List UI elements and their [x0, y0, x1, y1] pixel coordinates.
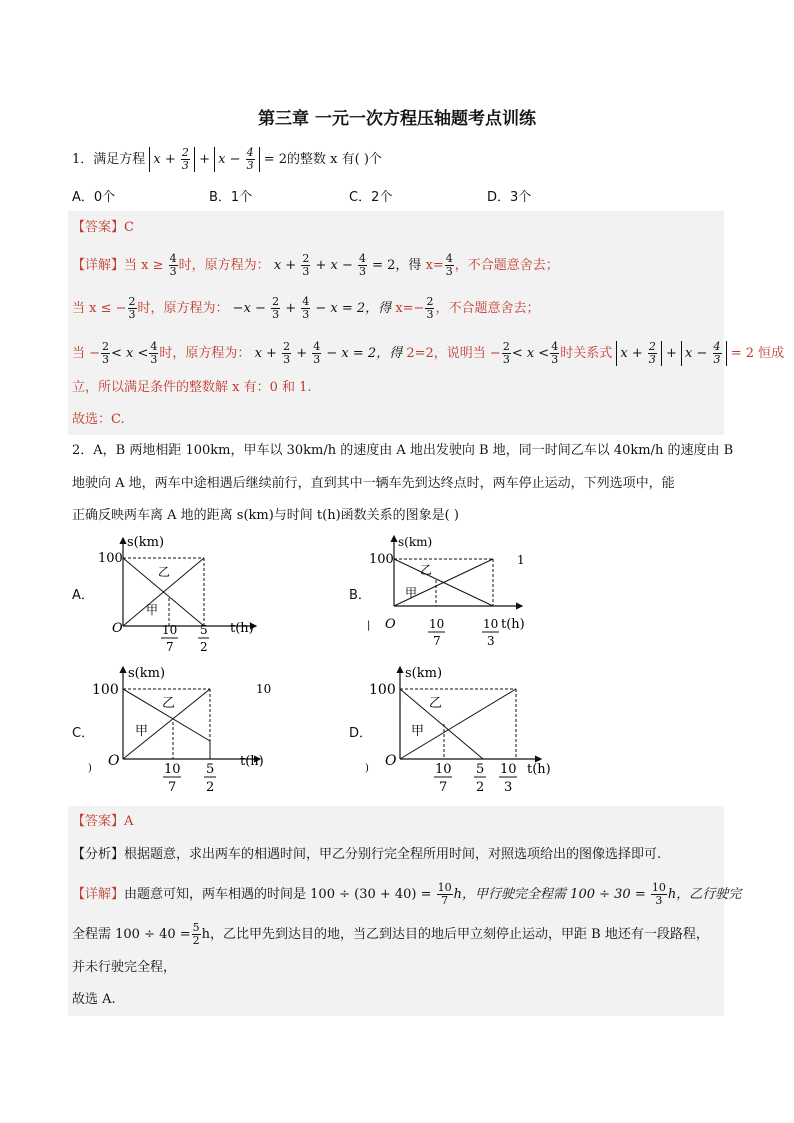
tick-5-2-den: 2 — [200, 640, 208, 654]
graph-c — [86, 663, 272, 797]
tick-10-7-num: 10 — [435, 762, 452, 777]
stray-mark: | — [367, 620, 371, 631]
y100-label: 100 — [369, 682, 396, 698]
q2-detail-line1: 【详解】由题意可知，两车相遇的时间是 100 ÷ (30 + 40) = $\frac{10}{7}$ h，甲行驶完全程需 100 ÷ 30 = $\frac{10}{3}$ h，乙行驶完 — [72, 881, 742, 907]
tick-10-3-num: 10 — [500, 762, 517, 777]
q1-answer: 【答案】C — [72, 220, 134, 235]
y-axis-label: s(km) — [127, 535, 165, 550]
q1-stem: 1．满足方程 x + $\frac{2}{3}$ + x − $\frac{4}{3}$ = 2的整数 x 有( )个 — [72, 146, 382, 172]
q2-analysis: 【分析】根据题意，求出两车的相遇时间，甲乙分别行完全程所用时间，对照选项给出的图像选择即可. — [72, 847, 662, 862]
q2-stem-line3: 正确反映两车离 A 地的距离 s(km)与时间 t(h)函数关系的图象是( ) — [72, 508, 459, 523]
jia-label: 甲 — [405, 586, 418, 600]
y-axis-label: s(km) — [398, 535, 433, 549]
jia-label: 甲 — [135, 724, 149, 739]
yi-label: 乙 — [162, 696, 176, 711]
tick-5-2-num: 5 — [200, 623, 208, 637]
tick-10-3-den: 3 — [487, 634, 495, 648]
jia-label: 甲 — [146, 603, 159, 617]
y100-label: 100 — [369, 552, 394, 567]
tick-10-3-den: 3 — [504, 780, 513, 795]
tick-10-7-den: 7 — [433, 634, 441, 648]
yi-label: 乙 — [158, 565, 171, 579]
origin-label: O — [108, 753, 120, 769]
tick-5-2-num: 5 — [206, 762, 215, 777]
x-axis-label: t(h) — [230, 621, 254, 636]
graph-a — [96, 532, 266, 657]
yi-label: 乙 — [429, 696, 443, 711]
q2-stem-line1: 2．A，B 两地相距 100km，甲车以 30km/h 的速度由 A 地出发驶向 B 地，同一时间乙车以 40km/h 的速度由 B — [72, 443, 734, 458]
y100-label: 100 — [92, 682, 119, 698]
tick-10-7-num: 10 — [164, 762, 181, 777]
q2-option-d: D． — [349, 726, 373, 741]
jia-label: 甲 — [411, 724, 425, 739]
tick-5-2-den: 2 — [206, 780, 215, 795]
stray-mark: ) — [365, 763, 369, 774]
q1-option-c: C．2个 — [349, 190, 393, 205]
q1-detail-line4: 立，所以满足条件的整数解 x 有：0 和 1. — [72, 380, 312, 395]
q1-detail-line3: 当 − $\frac{2}{3}$ < x < $\frac{4}{3}$ 时，原方程为： x + $\frac{2}{3}$ + $\frac{4}{3}$ − x = 2，得 2=2，说明当 − $\frac{2}{3}$ < x < $\frac{4}{3}$ 时关系式 x + $\frac{2}{3}$ + x − $\frac{4}{3}$ = 2 恒成 — [72, 340, 785, 366]
q1-option-b: B．1个 — [209, 190, 253, 205]
tick-5-2-den: 2 — [476, 780, 485, 795]
page-title: 第三章 一元一次方程压轴题考点训练 — [258, 109, 536, 129]
q2-detail-line3: 并未行驶完全程， — [72, 960, 177, 975]
graph-b — [367, 532, 537, 657]
tick-10-3-num: 10 — [483, 617, 499, 631]
x-axis-label: t(h) — [527, 762, 551, 777]
q1-option-d: D．3个 — [487, 190, 532, 205]
q1-solution-box — [68, 211, 724, 435]
graph-d — [363, 663, 553, 797]
tick-10-7-den: 7 — [168, 780, 177, 795]
origin-label: O — [112, 621, 123, 636]
q2-detail-line2: 全程需 100 ÷ 40 = $\frac{5}{2}$ h，乙比甲先到达目的地，当乙到达目的地后甲立刻停止运动，甲距 B 地还有一段路程， — [72, 921, 709, 947]
y100-label: 100 — [98, 551, 123, 566]
q2-option-b: B． — [349, 588, 371, 603]
x-axis-label: t(h) — [501, 617, 525, 632]
y-axis-label: s(km) — [128, 666, 166, 681]
y-axis-label: s(km) — [405, 666, 443, 681]
tick-10-7-den: 7 — [166, 640, 174, 654]
stray-mark: 10 — [256, 682, 272, 696]
tick-10-7-den: 7 — [439, 780, 448, 795]
stray-mark: ) — [88, 763, 92, 774]
q1-detail-line1: 【详解】当 x ≥ $\frac{4}{3}$ 时，原方程为： x + $\frac{2}{3}$ + x − $\frac{4}{3}$ = 2，得 x= $\frac{4}{3}$ ，不合题意舍去； — [72, 252, 559, 278]
q2-choose: 故选 A. — [72, 992, 116, 1007]
origin-label: O — [385, 617, 396, 632]
yi-label: 乙 — [420, 563, 433, 577]
q2-option-c: C． — [72, 726, 95, 741]
tick-10-7-num: 10 — [162, 623, 178, 637]
q1-detail-line2: 当 x ≤ − $\frac{2}{3}$ 时，原方程为： −x − $\frac{2}{3}$ + $\frac{4}{3}$ − x = 2，得 x=− $\frac{2}{3}$ ，不合题意舍去； — [72, 295, 540, 321]
tick-10-7-num: 10 — [429, 617, 445, 631]
x-axis-label: t(h) — [240, 754, 264, 769]
q1-choose: 故选：C. — [72, 412, 125, 427]
q1-option-a: A．0个 — [72, 190, 116, 205]
q2-answer: 【答案】A — [72, 814, 134, 829]
q2-stem-line2: 地驶向 A 地，两车中途相遇后继续前行，直到其中一辆车先到达终点时，两车停止运动，下列选项中，能 — [72, 476, 675, 491]
stray-mark: 1 — [517, 553, 525, 567]
q2-solution-box — [68, 806, 724, 1016]
tick-5-2-num: 5 — [476, 762, 485, 777]
origin-label: O — [385, 753, 397, 769]
q2-option-a: A． — [72, 588, 94, 603]
